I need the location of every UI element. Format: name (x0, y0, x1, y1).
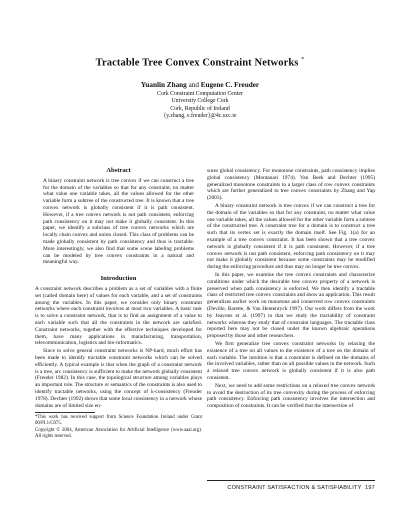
abstract-section (35, 168, 202, 266)
affiliation (0, 91, 400, 121)
affiliation-line: University College Cork (171, 98, 229, 105)
author-2: Eugene C. Freuder (200, 81, 260, 89)
page-number: 197 (365, 485, 375, 491)
footnote-copyright: Copyright © 2004, American Association for Artificial Intelligence (www.aaai.org). All rights reserved. (35, 428, 202, 440)
footnote-funding: *This work has received support from Science Foundation Ireland under Grant 00/PI.1/C075. (35, 415, 202, 427)
body-paragraph: sures global consistency. For monotone constraints, path consistency implies global consistency (Montanari 1974). Van Beek and Dechter (1995) generalized monotone constraints to a larger class of row convex constraints which are further generalized to tree convex constraints by Zhang and Yap (2003). (207, 168, 375, 202)
page-footer (207, 480, 375, 491)
author-1: Yuanlin Zhang (140, 81, 187, 89)
footnote-divider (35, 412, 95, 413)
title-footnote-mark: * (301, 57, 305, 63)
body-paragraph: Next, we need to add some restrictions on a relaxed tree convex network to avoid the destruction of its tree convexity during the process of enforcing path consistency. Enforcing path consistency involves the intersection and composition of constraints. It can be verified that the intersection of (207, 382, 375, 410)
introduction-heading: Introduction (100, 275, 137, 283)
author-emails: {y.zhang, e.freuder}@4c.ucc.ie (163, 113, 237, 120)
author-and: and (188, 81, 199, 89)
intro-paragraph: A constraint network describes a problem as a set of variables with a finite set (called domain here) of values for each variable, and a set of constraints among the variables. In this paper, we consider only binary constraint networks where each constraint involves at most two variables. A basic task is to solve a constraint network, that is to find an assignment of a value to each variable such that all the constraints in the network are satisfied. Constraint networks, together with the effective techniques developed for them, have many applications in manufacturing, transportation, telecommunication, logistics and bio-informatics. (35, 285, 202, 347)
footer-section-name: CONSTRAINT SATISFACTION & SATISFIABILITY (227, 485, 362, 491)
affiliation-line: Cork, Republic of Ireland (170, 105, 230, 112)
right-column (207, 168, 375, 410)
body-paragraph: We first generalize tree convex constraint networks by relaxing the existence of a tree on all values to the existence of a tree on the domain of each variable. The intuition is that a constraint is defined on the domains of the involved variables, rather than on all possible values in the network. Such a relaxed tree convex network is globally consistent if it is also path consistent. (207, 340, 375, 381)
body-paragraph: A binary constraint network is tree convex if we can construct a tree for the domain of the variables so that for any constraint, no matter what value one variable takes, all the values allowed for the other variable form a subtree of the constructed tree. A constraint tree for a domain is to construct a tree such that its vertex set is exactly the domain itself. See Fig. 1(a) for an example of a tree convex constraint. It has been shown that a tree convex network is globally consistent if it is path consistent. However, if a tree convex network is not path consistent, enforcing path consistency on it may not make it globally consistent because some constraints may be modified during the enforcing procedure and thus may no longer be tree convex. (207, 202, 375, 271)
paper-title (0, 57, 400, 69)
title-text: Tractable Tree Convex Constraint Networks (95, 57, 299, 69)
intro-paragraph: Since to solve general constraint networks is NP-hard, much effort has been made to identify tractable constraint networks which can be solved efficiently. A typical example is that when the graph of a constraint network is a tree, arc consistency is sufficient to make the network globally consistent (Freuder 1982). In this case, the topological structure among variables plays an important role. The structure or semantics of the constraints is also used to identify tractable networks, using the concept of k-consistency (Freuder 1978). Dechter (1992) shows that some local consistency in a network whose domains are of limited size en- (35, 348, 202, 409)
authors (0, 81, 400, 89)
left-column (35, 168, 202, 440)
body-paragraph: In this paper, we examine the tree convex constraints and characterize conditions under which the desirable tree convex property of a network is preserved when path consistency is enforced. We then identify a tractable class of restricted tree convex constraints and show an application. This result generalizes earlier work on monotone and connected row convex constraints (Deville, Barette, & Van Hentenryck 1997). Our work differs from the work by Jeavons et al. (1997) in that we study the tractability of constraint networks whereas they study that of constraint languages. The tractable class reported here may not be closed under the known algebraic operations proposed by those and other researchers. (207, 271, 375, 340)
abstract-text: A binary constraint network is tree convex if we can construct a tree for the domain of the variables so that for any constraint, no matter what value one variable takes, all the values allowed for the other variable form a subtree of the constructed tree. It is known that a tree convex network is globally consistent if it is path consistent. However, if a tree convex network is not path consistent, enforcing path consistency on it may not make it globally consistent. In this paper, we identify a subclass of tree convex networks which are locally chain convex and union closed. This class of problems can be made globally consistent by path consistency and thus is tractable. More interestingly, we also find that some scene labeling problems can be modeled by tree convex constraints in a natural and meaningful way. (43, 177, 194, 266)
abstract-heading: Abstract (106, 167, 131, 174)
affiliation-line: Cork Constraint Computation Center (157, 91, 243, 97)
